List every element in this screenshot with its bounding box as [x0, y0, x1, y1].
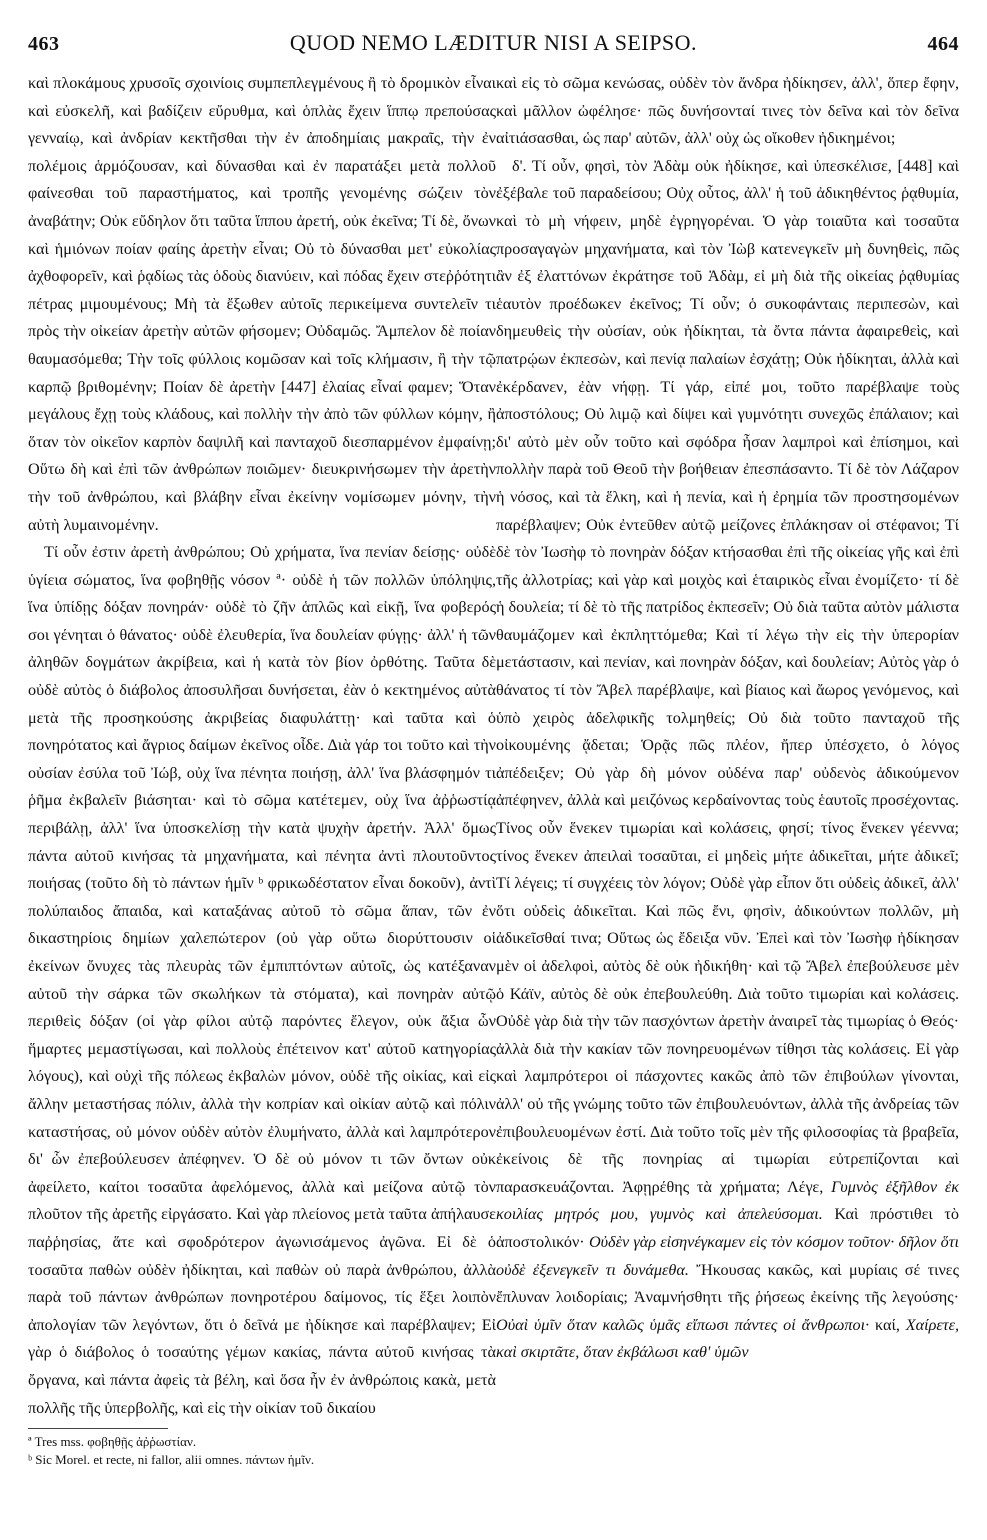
quote-timothy: Οὐδὲν γὰρ εἰσηνέγκαμεν εἰς τὸν κόσμον τοῦτον· δῆλον ὅτι οὐδὲ ἐξενεγκεῖν τι δυνάμεθα. — [496, 1232, 959, 1279]
right-paragraph-2 — [496, 153, 959, 1367]
and-text: καί, — [875, 1315, 900, 1334]
apostolic-intro: Καὶ πρόστιθει τὸ ἀποστολικόν· — [496, 1205, 960, 1251]
left-paragraph-2: Τί οὖν ἐστιν ἀρετὴ ἀνθρώπου; Οὐ χρήματα, ἵνα πενίαν δείσῃς· οὐδὲ ὑγίεια σώματος, ἵνα φοβηθῇς νόσον ª· οὐδὲ ἡ τῶν πολλῶν ὑπόληψις, ἵνα ὑπίδῃς δόξαν πονηράν· οὐδὲ τὸ ζῆν ἁπλῶς καὶ εἰκῇ, ἵνα φοβερός σοι γένηται ὁ θάνατος· οὐδὲ ἐλευθερία, ἵνα δουλείαν φύγῃς· ἀλλ' ἡ τῶν ἀληθῶν δογμάτων ἀκρίβεια, καὶ ἡ κατὰ τὸν βίον ὀρθότης. Ταῦτα δὲ οὐδὲ αὐτὸς ὁ διάβολος ἀποσυλῆσαι δυνήσεται, ἐὰν ὁ κεκτημένος αὐτὰ μετὰ τῆς προσηκούσης ἀκριβείας διαφυλάττῃ· καὶ ταῦτα καὶ ὁ πονηρότατος καὶ ἄγριος δαίμων ἐκεῖνος οἶδε. Διὰ γάρ τοι τοῦτο καὶ τὴν οὐσίαν ἐσύλα τοῦ Ἰώβ, οὐχ ἵνα πένητα ποιήσῃ, ἀλλ' ἵνα βλάσφημόν τι ῥῆμα ἐκβαλεῖν βιάσηται· καὶ τὸ σῶμα κατέτεμεν, οὐχ ἵνα ἀῤῥωστίᾳ περιβάλῃ, ἀλλ' ἵνα ὑποσκελίσῃ τὴν κατὰ ψυχὴν ἀρετήν. Ἀλλ' ὅμως πάντα αὐτοῦ κινήσας τὰ μηχανήματα, καὶ πένητα ἀντὶ πλουτοῦντος ποιήσας (τοῦτο δὴ τὸ πάντων ἡμῖν ᵇ φρικωδέστατον εἶναι δοκοῦν), ἀντὶ πολύπαιδος ἄπαιδα, καὶ καταξάνας αὐτοῦ τὸ σῶμα ἅπαν, τῶν ἐν δικαστηρίοις δημίων χαλεπώτερον (οὐ γὰρ οὕτω διορύττουσιν οἱ ἐκείνων ὄνυχες τὰς πλευρὰς τῶν ἐμπιπτόντων αὐτοῖς, ὡς κατέξαναν αὐτοῦ τὴν σάρκα τῶν σκωλήκων τὰ στόματα), καὶ πονηρὰν αὐτῷ περιθεὶς δόξαν (οἱ γὰρ φίλοι αὐτῷ παρόντες ἔλεγον, οὐκ ἄξια ὧν ἥμαρτες μεμαστίγωσαι, καὶ πολλοὺς ἐπέτεινον κατ' αὐτοῦ κατηγορίας λόγους), καὶ οὐχὶ τῆς πόλεως ἐκβαλὼν μόνον, οὐδὲ τῆς οἰκίας, καὶ εἰς ἄλλην μεταστήσας πόλιν, ἀλλὰ τὴν κοπρίαν καὶ οἰκίαν αὐτῷ καὶ πόλιν καταστήσας, οὐ μόνον οὐδὲν αὐτὸν ἐλυμήνατο, ἀλλὰ καὶ λαμπρότερον δι' ὧν ἐπεβούλευσεν ἀπέφηνεν. Ὁ δὲ οὐ μόνον τι τῶν ὄντων οὐκ ἀφείλετο, καίτοι τοσαῦτα ἀφελόμενος, ἀλλὰ καὶ μείζονα αὐτῷ τὸν πλοῦτον τῆς ἀρετῆς εἰργάσατο. Καὶ γὰρ πλείονος μετὰ ταῦτα ἀπήλαυσε παῤῥησίας, ἅτε καὶ σφοδρότερον ἀγωνισάμενος ἀγῶνα. Εἰ δὲ ὁ τοσαῦτα παθὼν οὐδὲν ἠδίκηται, καὶ παθὼν οὐ παρὰ ἀνθρώπου, ἀλλὰ παρὰ τοῦ πάντων ἀνθρώπων πονηροτέρου δαίμονος, τίς ἕξει λοιπὸν ἀπολογίαν τῶν λεγόντων, ὅτι ὁ δεῖνά με ἠδίκησε καὶ παρέβλαψεν; Εἰ γὰρ ὁ διάβολος ὁ τοσαύτης γέμων κακίας, πάντα αὐτοῦ κινήσας τὰ ὄργανα, καὶ πάντα ἀφεὶς τὰ βέλη, καὶ ὅσα ἦν ἐν ἀνθρώποις κακὰ, μετὰ πολλῆς τῆς ὑπερβολῆς, καὶ εἰς τὴν οἰκίαν τοῦ δικαίου — [28, 543, 496, 1417]
running-header — [28, 30, 959, 60]
footnote-b: ᵇ Sic Morel. et recte, ni fallor, alii omnes. πάντων ἡμῖν. — [28, 1452, 315, 1468]
left-column — [28, 70, 496, 1470]
quote-job: Γυμνὸς ἐξῆλθον ἐκ κοιλίας μητρός μου, γυμνὸς καὶ ἀπελεύσομαι. — [496, 1177, 960, 1224]
left-page-number: 463 — [28, 33, 60, 55]
right-paragraph-1: καὶ εἰς τὸ σῶμα κενώσας, οὐδὲν τὸν ἄνδρα ἠδίκησεν, ἀλλ', ὅπερ ἔφην, καὶ μᾶλλον ὠφέλησε· πῶς δυνήσονταί τινες τὸν δεῖνα καὶ τὸν δεῖνα αἰτιάσασθαι, ὡς παρ' αὐτῶν, ἀλλ' οὐχ ὡς οἴκοθεν ἠδικημένοι; — [496, 74, 959, 148]
heard-evil-text: Ἤκουσας κακῶς, καὶ μυρίαις σέ τινες ἔπλυναν λοιδορίαις; Ἀναμνήσθητι τῆς ῥήσεως ἐκείνης τῆς λεγούσης· — [496, 1260, 959, 1307]
footnote-divider — [28, 1428, 168, 1429]
running-title: QUOD NEMO LÆDITUR NISI A SEIPSO. — [289, 30, 698, 55]
quote-rejoice: Χαίρετε, καὶ σκιρτᾶτε, ὅταν ἐκβάλωσι καθ' ὑμῶν — [496, 1315, 959, 1362]
right-paragraph-2-text: δ'. Τί οὖν, φησὶ, τὸν Ἀδὰμ οὐκ ἠδίκησε, καὶ ὑπεσκέλισε, [448] καὶ ἐξέβαλε τοῦ παραδείσου; Οὐχ οὗτος, ἀλλ' ἡ τοῦ ἀδικηθέντος ῥᾳθυμία, καὶ τὸ μὴ νήφειν, μηδὲ ἐγρηγορέναι. Ὁ γὰρ τοιαῦτα καὶ τοσαῦτα προσαγαγὼν μηχανήματα, καὶ τὸν Ἰὼβ κατενεγκεῖν μὴ δυνηθεὶς, πῶς ἂν ἐξ ἐλαττόνων ἐκράτησε τοῦ Ἀδὰμ, εἰ μὴ διὰ τῆς οἰκείας ῥᾳθυμίας ἑαυτὸν προέδωκεν ἐκεῖνος; Τί οὖν; ὁ συκοφάνταις περιπεσὼν, καὶ δημευθεὶς τὴν οὐσίαν, οὐκ ἠδίκηται, τὰ ὄντα πάντα ἀφαιρεθεὶς, καὶ πατρῴων ἐκπεσὼν, καὶ πενίᾳ παλαίων ἐσχάτῃ; Οὐκ ἠδίκηται, ἀλλὰ καὶ ἐκέρδανεν, ἐὰν νήφῃ. Τί γάρ, εἰπέ μοι, τοῦτο παρέβλαψε τοὺς ἀποστόλους; Οὐ λιμῷ καὶ δίψει καὶ γυμνότητι συνεχῶς ἐπάλαιον; καὶ δι' αὐτὸ μὲν οὖν τοῦτο καὶ σφόδρα ἦσαν λαμπροὶ καὶ ἐπίσημοι, καὶ πολλὴν παρὰ τοῦ Θεοῦ τὴν βοήθειαν ἐπεσπάσαντο. Τί δὲ τὸν Λάζαρον ἡ νόσος, καὶ τὰ ἕλκη, καὶ ἡ πενία, καὶ ἡ ἐρημία τῶν προστησομένων παρέβλαψεν; Οὐκ ἐντεῦθεν αὐτῷ μείζονες ἐπλάκησαν οἱ στέφανοι; Τί δὲ τὸν Ἰωσὴφ τὸ πονηρὰν δόξαν κτήσασθαι ἐπὶ τῆς οἰκείας γῆς καὶ ἐπὶ τῆς ἀλλοτρίας; καὶ γὰρ καὶ μοιχὸς καὶ ἑταιρικὸς εἶναι ἐνομίζετο· τί δὲ ἡ δουλεία; τί δὲ τὸ τῆς πατρίδος ἐκπεσεῖν; Οὐ διὰ ταῦτα αὐτὸν μάλιστα θαυμάζομεν καὶ ἐκπληττόμεθα; Καὶ τί λέγω τὴν εἰς τὴν ὑπερορίαν μετάστασιν, καὶ πενίαν, καὶ πονηρὰν δόξαν, καὶ δουλείαν; Αὐτὸς γὰρ ὁ θάνατος τί τὸν Ἄβελ παρέβλαψε, καὶ βίαιος καὶ ἄωρος γενόμενος, καὶ ὑπὸ χειρὸς ἀδελφικῆς τολμηθείς; Οὐ διὰ τοῦτο πανταχοῦ τῆς οἰκουμένης ᾄδεται; Ὁρᾷς πῶς πλέον, ἤπερ ὑπέσχετο, ὁ λόγος ἀπέδειξεν; Οὐ γὰρ δὴ μόνον οὐδένα παρ' οὐδενὸς ἀδικούμενον ἀπέφηνεν, ἀλλὰ καὶ μειζόνως κερδαίνοντας τοὺς ἑαυτοῖς προσέχοντας. Τίνος οὖν ἕνεκεν τιμωρίαι καὶ κολάσεις, φησί; τίνος ἕνεκεν γέεννα; τίνος ἕνεκεν ἀπειλαὶ τοσαῦται, εἰ μηδεὶς μήτε ἀδικεῖται, μήτε ἀδικεῖ; Τί λέγεις; τί συγχέεις τὸν λόγον; Οὐδὲ γὰρ εἶπον ὅτι οὐδεὶς ἀδικεῖ, ἀλλ' ὅτι οὐδεὶς ἀδικεῖται. Καὶ πῶς ἔνι, φησὶν, ἀδικούντων πολλῶν, μὴ ἀδικεῖσθαί τινα; Οὕτως ὡς ἔδειξα νῦν. Ἐπεὶ καὶ τὸν Ἰωσὴφ ἠδίκησαν μὲν οἱ ἀδελφοὶ, αὐτὸς δὲ οὐκ ἠδικήθη· καὶ τῷ Ἄβελ ἐπεβούλευσε μὲν ὁ Κάϊν, αὐτὸς δὲ οὐκ ἐπεβουλεύθη. Διὰ τοῦτο τιμωρίαι καὶ κολάσεις. Οὐδὲ γὰρ διὰ τὴν τῶν πασχόντων ἀρετὴν ἀναιρεῖ τὰς τιμωρίας ὁ Θεός· ἀλλὰ διὰ τὴν κακίαν τῶν πονηρευομένων τίθησι τὰς κολάσεις. Εἰ γὰρ καὶ λαμπρότεροι οἱ πάσχοντες κακῶς ἀπὸ τῶν ἐπιβούλων γίνονται, ἀλλ' οὐ τῆς γνώμης τοῦτο τῶν ἐπιβουλευόντων, ἀλλὰ τῆς ἀνδρείας τῶν ἐπιβουλευομένων ἐστί. Διὰ τοῦτο τοῖς μὲν τῆς φιλοσοφίας τὰ βραβεῖα, ἐκείνοις δὲ τῆς πονηρίας αἱ τιμωρίαι εὐτρεπίζονται καὶ παρασκευάζονται. Ἀφῃρέθης τὰ χρήματα; Λέγε, — [496, 156, 959, 1196]
left-paragraph-1: καὶ πλοκάμους χρυσοῖς σχοινίοις συμπεπλεγμένους ἢ τὸ δρομικὸν εἶναι καὶ εὐσκελῆ, καὶ βαδίζειν εὔρυθμα, καὶ ὁπλὰς ἔχειν ἵππῳ πρεπούσας γενναίῳ, καὶ ἀνδρίαν κεκτῆσθαι τὴν ἐν ἀποδημίαις μακραῖς, τὴν ἐν πολέμοις ἁρμόζουσαν, καὶ δύνασθαι καὶ ἐν παρατάξει μετὰ πολλοῦ φαίνεσθαι τοῦ παραστήματος, καὶ τροπῆς γενομένης σώζειν τὸν ἀναβάτην; Οὐκ εὔδηλον ὅτι ταῦτα ἵππου ἀρετή, οὐκ ἐκεῖνα; Τί δὲ, ὄνων καὶ ἡμιόνων ποίαν φαίης ἀρετὴν εἶναι; Οὐ τὸ δύνασθαι μετ' εὐκολίας ἀχθοφορεῖν, καὶ ῥᾳδίως τὰς ὁδοὺς διανύειν, καὶ πόδας ἔχειν στεῤῥότητι πέτρας μιμουμένους; Μὴ τὰ ἔξωθεν αὐτοῖς περικείμενα συντελεῖν τι πρὸς τὴν οἰκείαν ἀρετὴν αὐτῶν φήσομεν; Οὐδαμῶς. Ἄμπελον δὲ ποίαν θαυμασόμεθα; Τὴν τοῖς φύλλοις κομῶσαν καὶ τοῖς κλήμασιν, ἢ τὴν τῷ καρπῷ βριθομένην; Ποίαν δὲ ἀρετὴν [447] ἐλαίας εἶναί φαμεν; Ὅταν μεγάλους ἔχῃ τοὺς κλάδους, καὶ πολλὴν τὴν ἀπὸ τῶν φύλλων κόμην, ἢ ὅταν τὸν οἰκεῖον καρπὸν δαψιλῆ καὶ πανταχοῦ διεσπαρμένον ἐμφαίνῃ; Οὕτω δὴ καὶ ἐπὶ τῶν ἀνθρώπων ποιῶμεν· διευκρινήσωμεν τὴν ἀρετὴν τὴν τοῦ ἀνθρώπου, καὶ βλάβην εἶναι ἐκείνην νομίσωμεν μόνην, τὴν αὐτὴ λυμαινομένην. — [28, 74, 496, 534]
footnotes — [28, 1428, 496, 1469]
footnote-a: ª Tres mss. φοβηθῇς ἀῤῥωστίαν. — [28, 1434, 197, 1450]
quote-woe: Οὐαὶ ὑμῖν ὅταν καλῶς ὑμᾶς εἴπωσι πάντες οἱ ἄνθρωποι· — [496, 1315, 870, 1334]
two-column-body — [28, 70, 959, 1470]
right-page-number: 464 — [927, 33, 959, 55]
right-column — [496, 70, 959, 1470]
